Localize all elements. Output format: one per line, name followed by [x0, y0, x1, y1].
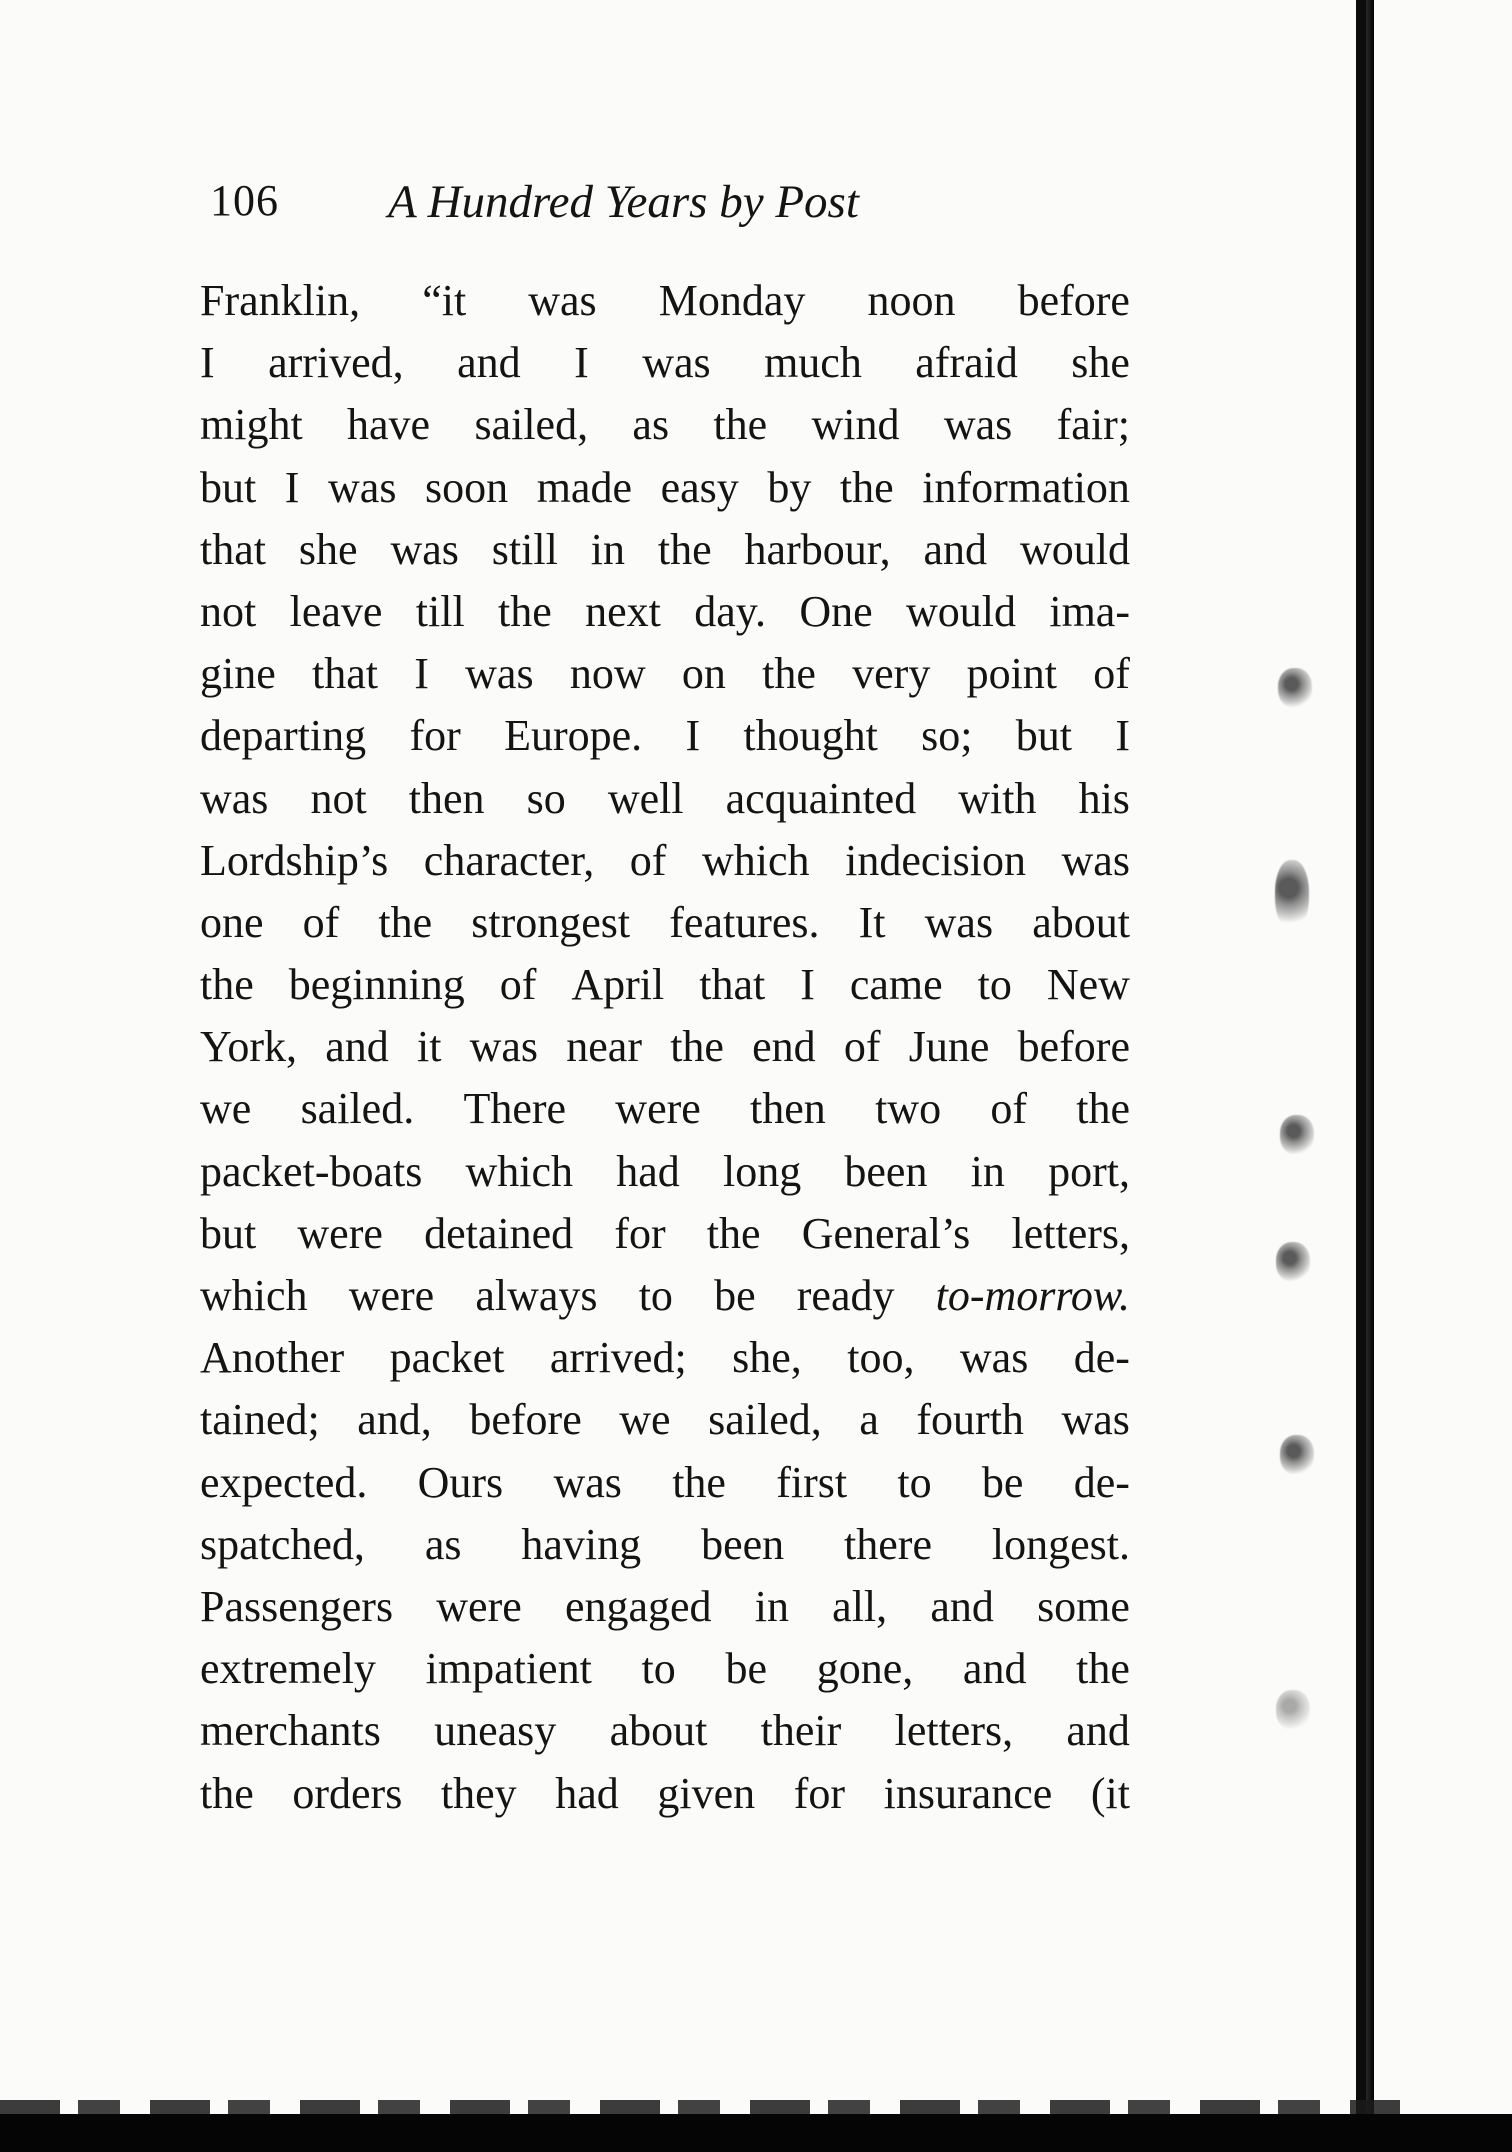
- text-word: not: [310, 773, 367, 823]
- text-line: [200, 519, 1130, 581]
- text-word: It: [858, 897, 886, 947]
- text-word: indecision: [845, 835, 1026, 885]
- text-word: the: [672, 1457, 726, 1507]
- text-word: the: [762, 649, 816, 699]
- text-word: she,: [732, 1333, 802, 1383]
- text-word: was: [553, 1457, 622, 1507]
- page-number: 106: [210, 176, 279, 225]
- text-word: I: [1115, 711, 1130, 761]
- text-word: was: [642, 338, 711, 388]
- text-word: as: [632, 400, 670, 450]
- text-word: sailed.: [300, 1084, 415, 1134]
- text-word: harbour,: [744, 524, 891, 574]
- text-word: near: [566, 1022, 642, 1072]
- text-word: had: [555, 1768, 619, 1818]
- margin-smudge: [1278, 668, 1312, 708]
- text-word: having: [521, 1519, 642, 1569]
- text-word: acquainted: [725, 773, 917, 823]
- text-word: we: [619, 1395, 671, 1445]
- text-word: was: [1061, 1395, 1130, 1445]
- text-word: insurance: [883, 1768, 1053, 1818]
- margin-smudge: [1280, 1115, 1314, 1155]
- text-word: which: [465, 1146, 574, 1196]
- text-word: might: [200, 400, 303, 450]
- text-line: [200, 1514, 1130, 1576]
- text-word: that: [699, 960, 766, 1010]
- text-word: as: [424, 1519, 462, 1569]
- text-word: about: [609, 1706, 708, 1756]
- body-text: [200, 270, 1130, 1825]
- text-word: the: [1076, 1084, 1130, 1134]
- text-word: character,: [423, 835, 595, 885]
- text-word: in: [970, 1146, 1005, 1196]
- text-word: impatient: [425, 1644, 592, 1694]
- text-word: and: [457, 338, 521, 388]
- text-word: by: [767, 462, 812, 512]
- text-word: ima-: [1049, 586, 1130, 636]
- text-word: be: [725, 1644, 767, 1694]
- margin-smudge: [1276, 1242, 1310, 1282]
- text-word: one: [200, 897, 264, 947]
- text-word: packet-boats: [200, 1146, 423, 1196]
- text-word: information: [922, 462, 1130, 512]
- text-word: Ours: [417, 1457, 504, 1507]
- text-word: then: [750, 1084, 826, 1134]
- text-word: a: [859, 1395, 879, 1445]
- text-line: [200, 830, 1130, 892]
- text-word: was: [465, 649, 534, 699]
- text-word: which: [702, 835, 810, 885]
- text-word: was: [1061, 835, 1130, 885]
- text-word: I: [574, 338, 589, 388]
- text-word: strongest: [471, 897, 631, 947]
- text-word: April: [571, 960, 665, 1010]
- text-word: were: [436, 1581, 522, 1631]
- text-word: was: [469, 1022, 539, 1072]
- text-word: before: [469, 1395, 582, 1445]
- text-word: but: [200, 1208, 257, 1258]
- text-word: be: [981, 1457, 1024, 1507]
- scan-bottom-shadow: [0, 2114, 1512, 2152]
- text-line: [200, 1265, 1130, 1327]
- text-word: to: [638, 1271, 673, 1320]
- text-word: would: [1019, 524, 1130, 574]
- text-word: which: [200, 1271, 308, 1320]
- text-line: [200, 457, 1130, 519]
- text-word: first: [776, 1457, 848, 1507]
- text-word: been: [844, 1146, 928, 1196]
- text-word: June: [908, 1022, 990, 1072]
- text-word: letters,: [894, 1706, 1014, 1756]
- text-word: but: [1015, 711, 1073, 761]
- text-word: tained;: [200, 1395, 320, 1445]
- text-line: [200, 1638, 1130, 1700]
- page-header: [200, 175, 1160, 245]
- text-line: [200, 1576, 1130, 1638]
- text-word: features.: [669, 897, 820, 947]
- text-line: [200, 270, 1130, 332]
- text-word: the: [839, 462, 894, 512]
- text-word: there: [844, 1519, 932, 1569]
- text-word: the: [657, 524, 712, 574]
- text-word: still: [491, 524, 558, 574]
- text-word: were: [615, 1084, 701, 1134]
- text-word: arrived,: [268, 338, 404, 388]
- text-line: [200, 1327, 1130, 1389]
- text-word: Lordship’s: [200, 835, 389, 885]
- text-word: some: [1037, 1581, 1130, 1631]
- text-word: end: [752, 1022, 816, 1072]
- text-word: to: [897, 1457, 932, 1507]
- text-word: fair;: [1056, 400, 1130, 450]
- text-word: afraid: [915, 338, 1018, 388]
- text-word: detained: [424, 1208, 574, 1258]
- text-word: to: [641, 1644, 676, 1694]
- text-word: very: [852, 649, 931, 699]
- text-word: it: [416, 1022, 442, 1072]
- text-word: next: [585, 586, 661, 636]
- text-word: his: [1078, 773, 1130, 823]
- text-word: made: [536, 462, 632, 512]
- text-word: been: [701, 1519, 785, 1569]
- text-line: [200, 394, 1130, 456]
- text-line: [200, 1016, 1130, 1078]
- text-word: packet: [389, 1333, 505, 1383]
- text-word: of: [499, 960, 537, 1010]
- text-word: beginning: [288, 960, 465, 1010]
- text-word: port,: [1048, 1146, 1130, 1196]
- text-line: [200, 705, 1130, 767]
- text-word: long: [722, 1146, 802, 1196]
- text-word: we: [200, 1084, 252, 1134]
- text-word: came: [849, 960, 943, 1010]
- text-word: Passengers: [200, 1581, 394, 1631]
- text-word: have: [347, 400, 431, 450]
- text-word: now: [569, 649, 646, 699]
- text-word: departing: [200, 711, 367, 761]
- text-word: I: [200, 338, 215, 388]
- text-word: Franklin,: [200, 276, 361, 325]
- text-word: with: [958, 773, 1037, 823]
- text-word: was: [959, 1333, 1029, 1383]
- text-word: sailed,: [708, 1395, 822, 1445]
- text-line: [200, 332, 1130, 394]
- text-word: then: [408, 773, 485, 823]
- text-word: and: [930, 1581, 994, 1631]
- text-word: Monday: [658, 276, 806, 325]
- text-word: the: [713, 400, 768, 450]
- text-word: was: [943, 400, 1013, 450]
- text-line: [200, 643, 1130, 705]
- text-word: had: [616, 1146, 680, 1196]
- text-word: so;: [921, 711, 973, 761]
- text-word: were: [348, 1271, 435, 1320]
- text-word: (it: [1090, 1768, 1130, 1818]
- text-word: the: [706, 1208, 761, 1258]
- text-word: was: [200, 773, 269, 823]
- text-word: engaged: [564, 1581, 712, 1631]
- text-word: was: [528, 276, 597, 325]
- text-word: for: [793, 1768, 846, 1818]
- text-word: orders: [292, 1768, 403, 1818]
- text-word: One: [799, 586, 873, 636]
- text-word: given: [657, 1768, 756, 1818]
- text-line: [200, 1763, 1130, 1825]
- text-word: easy: [660, 462, 739, 512]
- text-line: [200, 1452, 1130, 1514]
- text-word: letters,: [1011, 1208, 1130, 1258]
- text-word: I: [284, 462, 300, 512]
- text-word: “it: [422, 276, 467, 325]
- text-word: Another: [200, 1333, 345, 1383]
- text-word: to: [977, 960, 1012, 1010]
- text-word: thought: [743, 711, 878, 761]
- text-word: to-morrow.: [935, 1271, 1130, 1320]
- text-word: and: [962, 1644, 1027, 1694]
- text-word: but: [200, 462, 257, 512]
- text-word: for: [614, 1208, 666, 1258]
- text-word: before: [1017, 1022, 1130, 1072]
- text-word: she: [1071, 338, 1130, 388]
- text-word: expected.: [200, 1457, 368, 1507]
- text-word: merchants: [200, 1706, 381, 1756]
- text-word: the: [1076, 1644, 1130, 1694]
- text-word: General’s: [801, 1208, 971, 1258]
- text-word: the: [200, 960, 254, 1010]
- text-word: extremely: [200, 1644, 376, 1694]
- text-word: were: [297, 1208, 383, 1258]
- text-line: [200, 954, 1130, 1016]
- text-line: [200, 768, 1130, 830]
- text-word: There: [463, 1084, 567, 1134]
- page-bottom-edge: [0, 2100, 1400, 2114]
- text-word: fourth: [916, 1395, 1024, 1445]
- text-word: on: [681, 649, 726, 699]
- text-word: wind: [811, 400, 900, 450]
- text-word: their: [760, 1706, 842, 1756]
- text-line: [200, 1078, 1130, 1140]
- text-word: and: [1066, 1706, 1130, 1756]
- text-word: too,: [847, 1333, 915, 1383]
- text-word: about: [1032, 897, 1130, 947]
- page-binding-shadow: [1366, 0, 1374, 2152]
- text-word: would: [905, 586, 1016, 636]
- text-word: till: [415, 586, 465, 636]
- text-word: noon: [867, 276, 956, 325]
- text-line: [200, 1203, 1130, 1265]
- text-word: York,: [200, 1022, 298, 1072]
- text-word: that: [312, 649, 378, 699]
- text-word: well: [607, 773, 684, 823]
- text-line: [200, 1141, 1130, 1203]
- text-line: [200, 892, 1130, 954]
- text-word: gine: [200, 649, 276, 699]
- text-word: much: [764, 338, 862, 388]
- text-word: gone,: [816, 1644, 914, 1694]
- text-word: and,: [357, 1395, 432, 1445]
- text-word: so: [526, 773, 566, 823]
- text-word: for: [409, 711, 461, 761]
- margin-smudge: [1275, 860, 1309, 930]
- text-word: all,: [832, 1581, 888, 1631]
- text-word: Europe.: [504, 711, 643, 761]
- text-word: and: [325, 1022, 389, 1072]
- text-word: longest.: [991, 1519, 1130, 1569]
- text-word: day.: [694, 586, 766, 636]
- text-word: that: [200, 524, 266, 574]
- text-word: she: [298, 524, 358, 574]
- text-word: of: [302, 897, 340, 947]
- text-word: before: [1017, 276, 1130, 325]
- text-word: the: [378, 897, 433, 947]
- text-word: of: [990, 1084, 1027, 1134]
- text-word: always: [475, 1271, 598, 1320]
- text-word: in: [590, 524, 625, 574]
- text-word: the: [498, 586, 552, 636]
- margin-smudge: [1276, 1690, 1310, 1730]
- text-word: of: [843, 1022, 881, 1072]
- text-word: I: [414, 649, 429, 699]
- text-word: be: [714, 1271, 756, 1320]
- text-word: of: [1093, 649, 1130, 699]
- text-word: sailed,: [474, 400, 589, 450]
- text-word: in: [754, 1581, 789, 1631]
- margin-smudge: [1280, 1435, 1314, 1475]
- text-line: [200, 1389, 1130, 1451]
- text-word: de-: [1073, 1333, 1130, 1383]
- text-word: uneasy: [434, 1706, 557, 1756]
- text-word: point: [966, 649, 1058, 699]
- text-word: they: [440, 1768, 517, 1818]
- text-word: de-: [1073, 1457, 1130, 1507]
- text-word: was: [390, 524, 459, 574]
- text-word: ready: [796, 1271, 895, 1320]
- text-word: soon: [425, 462, 509, 512]
- text-word: New: [1046, 960, 1130, 1010]
- text-word: arrived;: [549, 1333, 687, 1383]
- text-word: I: [800, 960, 815, 1010]
- running-title: A Hundred Years by Post: [388, 176, 859, 228]
- text-word: I: [685, 711, 701, 761]
- text-word: of: [629, 835, 667, 885]
- text-word: the: [670, 1022, 724, 1072]
- text-word: leave: [289, 586, 383, 636]
- text-word: the: [200, 1768, 254, 1818]
- text-line: [200, 581, 1130, 643]
- text-word: not: [200, 586, 257, 636]
- text-word: two: [875, 1084, 942, 1134]
- text-word: was: [328, 462, 397, 512]
- text-word: and: [923, 524, 988, 574]
- text-line: [200, 1700, 1130, 1762]
- text-word: spatched,: [200, 1519, 365, 1569]
- text-word: was: [924, 897, 994, 947]
